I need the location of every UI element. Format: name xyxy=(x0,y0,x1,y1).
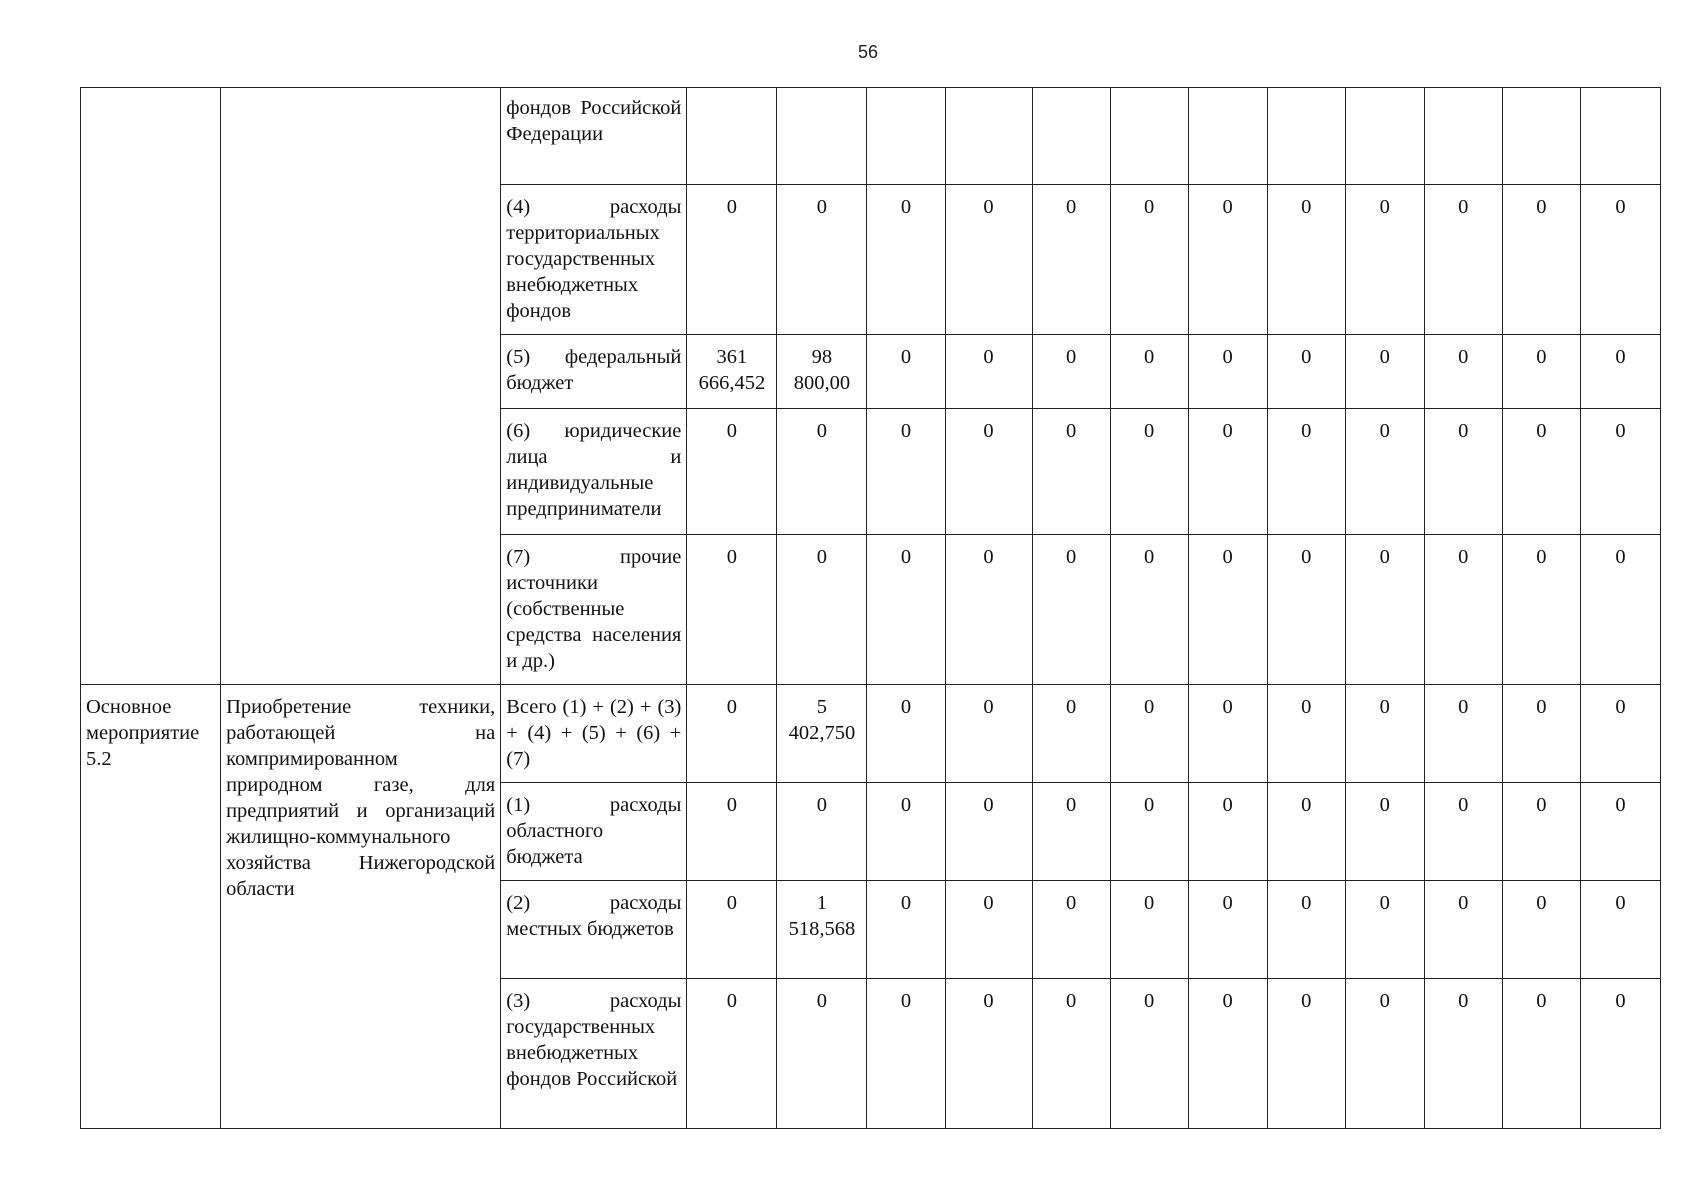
value-cell: 0 xyxy=(1502,685,1580,783)
value-cell xyxy=(1267,88,1345,185)
value-cell: 0 xyxy=(1424,335,1502,409)
value-cell: 0 xyxy=(1345,881,1424,979)
value-cell: 0 xyxy=(1032,185,1110,335)
value-cell: 0 xyxy=(1188,185,1267,335)
value-cell: 0 xyxy=(1032,409,1110,535)
value-cell: 0 xyxy=(867,783,945,881)
value-cell: 0 xyxy=(1424,783,1502,881)
value-cell: 0 xyxy=(945,881,1032,979)
value-cell: 0 xyxy=(1424,409,1502,535)
value-cell: 0 xyxy=(1110,185,1188,335)
value-cell: 0 xyxy=(1032,783,1110,881)
value-cell: 0 xyxy=(687,783,777,881)
value-cell: 98 800,00 xyxy=(777,335,867,409)
value-cell: 0 xyxy=(687,881,777,979)
value-cell: 0 xyxy=(1345,535,1424,685)
value-cell: 0 xyxy=(777,409,867,535)
description-cell: Приобретение техники, работающей на компримированном природном газе, для предприятий и организаций жилищно-коммунального хозяйства Нижегородской области xyxy=(221,685,501,1129)
value-cell: 0 xyxy=(1424,685,1502,783)
value-cell: 0 xyxy=(1267,685,1345,783)
value-cell: 0 xyxy=(1345,185,1424,335)
value-cell: 0 xyxy=(687,409,777,535)
value-cell: 0 xyxy=(687,979,777,1129)
value-cell: 0 xyxy=(1345,335,1424,409)
value-cell: 0 xyxy=(1267,979,1345,1129)
value-cell: 0 xyxy=(1032,335,1110,409)
source-cell: фондов Российской Федерации xyxy=(501,88,687,185)
value-cell: 0 xyxy=(1580,783,1660,881)
value-cell: 0 xyxy=(867,535,945,685)
value-cell: 0 xyxy=(777,185,867,335)
value-cell xyxy=(1110,88,1188,185)
value-cell: 0 xyxy=(1502,881,1580,979)
value-cell: 0 xyxy=(1345,685,1424,783)
value-cell xyxy=(1580,88,1660,185)
source-cell: (5) федеральный бюджет xyxy=(501,335,687,409)
value-cell xyxy=(777,88,867,185)
value-cell: 0 xyxy=(1110,881,1188,979)
value-cell: 0 xyxy=(945,335,1032,409)
value-cell: 0 xyxy=(945,979,1032,1129)
value-cell: 0 xyxy=(1110,685,1188,783)
value-cell: 0 xyxy=(1580,979,1660,1129)
value-cell: 0 xyxy=(867,979,945,1129)
table-row xyxy=(81,88,1661,185)
source-cell: (1) расходы областного бюджета xyxy=(501,783,687,881)
value-cell: 0 xyxy=(1345,783,1424,881)
event-cell xyxy=(81,88,221,685)
value-cell: 0 xyxy=(1188,685,1267,783)
description-cell xyxy=(221,88,501,685)
value-cell: 0 xyxy=(1110,979,1188,1129)
value-cell: 0 xyxy=(1502,185,1580,335)
value-cell xyxy=(945,88,1032,185)
value-cell: 0 xyxy=(1032,535,1110,685)
source-cell: Всего (1) + (2) + (3) + (4) + (5) + (6) + (7) xyxy=(501,685,687,783)
value-cell: 0 xyxy=(1110,335,1188,409)
value-cell: 0 xyxy=(1502,409,1580,535)
value-cell: 0 xyxy=(1188,409,1267,535)
value-cell: 0 xyxy=(1110,535,1188,685)
value-cell: 0 xyxy=(945,783,1032,881)
value-cell: 0 xyxy=(1267,783,1345,881)
value-cell: 0 xyxy=(867,685,945,783)
value-cell xyxy=(1345,88,1424,185)
source-cell: (4) расходы территориальных государственных внебюджетных фондов xyxy=(501,185,687,335)
table-row xyxy=(81,685,1661,783)
value-cell: 0 xyxy=(1345,979,1424,1129)
value-cell: 0 xyxy=(1267,881,1345,979)
value-cell: 0 xyxy=(1424,535,1502,685)
value-cell: 0 xyxy=(1502,979,1580,1129)
value-cell: 0 xyxy=(945,535,1032,685)
value-cell: 0 xyxy=(1267,535,1345,685)
value-cell: 0 xyxy=(1188,335,1267,409)
value-cell: 0 xyxy=(1032,979,1110,1129)
value-cell: 0 xyxy=(1267,335,1345,409)
value-cell xyxy=(1424,88,1502,185)
value-cell: 0 xyxy=(1188,783,1267,881)
value-cell: 0 xyxy=(1424,185,1502,335)
value-cell: 0 xyxy=(1424,979,1502,1129)
value-cell: 0 xyxy=(1502,335,1580,409)
value-cell: 0 xyxy=(1580,535,1660,685)
value-cell: 0 xyxy=(1110,783,1188,881)
value-cell: 0 xyxy=(1188,979,1267,1129)
value-cell: 0 xyxy=(867,409,945,535)
source-cell: (7) прочие источники (собственные средства населения и др.) xyxy=(501,535,687,685)
value-cell: 0 xyxy=(1580,185,1660,335)
value-cell: 0 xyxy=(687,535,777,685)
event-cell: Основное мероприятие 5.2 xyxy=(81,685,221,1129)
value-cell: 0 xyxy=(1502,535,1580,685)
value-cell: 1 518,568 xyxy=(777,881,867,979)
value-cell xyxy=(1502,88,1580,185)
value-cell: 0 xyxy=(945,185,1032,335)
value-cell xyxy=(1188,88,1267,185)
value-cell: 0 xyxy=(1580,881,1660,979)
budget-table xyxy=(80,87,1661,1129)
value-cell: 0 xyxy=(1580,685,1660,783)
value-cell: 0 xyxy=(1267,409,1345,535)
value-cell: 0 xyxy=(687,185,777,335)
value-cell: 0 xyxy=(1188,535,1267,685)
value-cell: 0 xyxy=(1032,685,1110,783)
value-cell: 0 xyxy=(1345,409,1424,535)
value-cell: 0 xyxy=(687,685,777,783)
value-cell: 0 xyxy=(1267,185,1345,335)
value-cell: 0 xyxy=(945,409,1032,535)
value-cell: 0 xyxy=(777,535,867,685)
value-cell: 0 xyxy=(777,783,867,881)
source-cell: (3) расходы государственных внебюджетных фондов Российской xyxy=(501,979,687,1129)
source-cell: (2) расходы местных бюджетов xyxy=(501,881,687,979)
value-cell: 0 xyxy=(1424,881,1502,979)
value-cell xyxy=(867,88,945,185)
value-cell: 0 xyxy=(1502,783,1580,881)
table-body xyxy=(81,88,1661,1129)
value-cell: 0 xyxy=(1188,881,1267,979)
value-cell: 5 402,750 xyxy=(777,685,867,783)
value-cell: 361 666,452 xyxy=(687,335,777,409)
value-cell: 0 xyxy=(1580,335,1660,409)
value-cell: 0 xyxy=(867,185,945,335)
value-cell: 0 xyxy=(1580,409,1660,535)
value-cell: 0 xyxy=(1110,409,1188,535)
value-cell: 0 xyxy=(777,979,867,1129)
value-cell: 0 xyxy=(867,335,945,409)
value-cell xyxy=(687,88,777,185)
value-cell: 0 xyxy=(1032,881,1110,979)
value-cell: 0 xyxy=(945,685,1032,783)
page-number: 56 xyxy=(857,42,879,62)
value-cell: 0 xyxy=(867,881,945,979)
value-cell xyxy=(1032,88,1110,185)
source-cell: (6) юридические лица и индивидуальные предприниматели xyxy=(501,409,687,535)
